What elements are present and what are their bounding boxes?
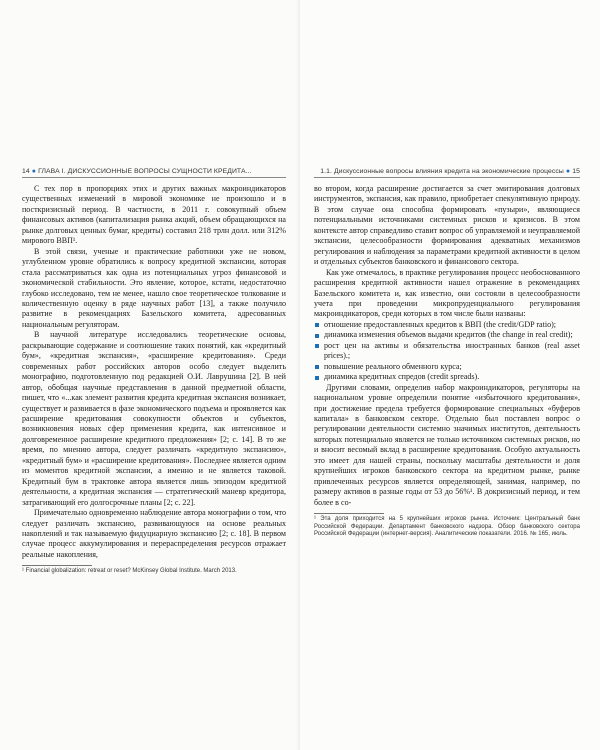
right-footnote-rule [314,513,384,514]
right-footnote: ¹ Эта доля приходится на 5 крупнейших игроков рынка. Источник: Центральный банк Российской Федерации. Департамент банковского надзора. Обзор банковского сектора Российской Федерации (интернет-версия). Аналитические показатели. 2016. № 165, июль. [314,516,580,538]
left-paragraph-2: В этой связи, ученые и практические работники уже не новом, углубленном уровне обратились к вопросу кредитной экспансии, которая стала рассматриваться как одна из потенциальных угроз финансовой и экономической стабильности. Это явление, которое, кстати, недостаточно глубоко исследовано, тем не менее, нашло свое теоретическое толкование и количественную оценку в ряде научных работ [13], а также получило развитие в рекомендациях Базельского комитета, адресованных национальным регуляторам. [22,246,286,329]
right-paragraph-3: Другими словами, определив набор макроиндикаторов, регуляторы на национальном уровне определили понятие «избыточного кредитования», при достижение предела требуется формирование специальных «буферов капитала» в банковском секторе. Отдельно был поставлен вопрос о регулировании деятельности системно значимых институтов, деятельность которых потенциально является не только источником системных рисков, но и вносит весомый вклад в расширение кредитования. Особую актуальность это имеет для нашей страны, поскольку масштабы деятельности и доля крупнейших игроков банковского сектора на кредитном рынке, рынке привлеченных ресурсов является определяющей, занимая, например, по размеру активов в разные годы от 53 до 56%¹. В докризисный период, и тем более в со- [314,382,580,507]
list-item: отношение предоставленных кредитов к ВВП (the credit/GDP ratio); [314,320,580,330]
left-running-head-title: ГЛАВА I. ДИСКУССИОННЫЕ ВОПРОСЫ СУЩНОСТИ КРЕДИТА... [38,168,252,175]
left-paragraph-3: В научной литературе исследовались теоретические основы, раскрывающие содержание и соотношение таких понятий, как «кредитный бум», «кредитная экспансия», «расширение кредитования». Среди современных работ российских авторов особо следует выделить монографию, подготовленную под редакцией О.И. Лаврушина [2]. В ней автор, обобщая научные представления в данной предметной области, пишет, что «...как элемент развития кредита кредитная экспансия возникает, существует и развивается в фазе экономического подъема и проявляется как расширение кредитования совокупности объектов и субъектов, возникновения новых сфер применения кредита, как интенсивное и долговременное расширение кредитного предложения» [2; с. 14]. В то же время, по мнению автора, следует различать «кредитную экспансию», «кредитный бум» и «расширение кредитования». Последнее является одним из моментов кредитной экспансии, а именно и не является таковой. Кредитный бум в трактовке автора является лишь эпизодом кредитной деятельности, а кредитная экспансия — стратегический маневр кредитора, затрагивающий его долгосрочные планы [2; с. 22]. [22,330,286,507]
indicator-list [314,320,580,383]
right-running-head-title: 1.1. Дискуссионные вопросы влияния кредита на экономические процессы [320,168,564,175]
left-footnote: ¹ Financial globalization: retreat or reset? McKinsey Global Institute. March 2013. [22,568,237,575]
right-page [300,0,600,750]
list-item: динамика кредитных спредов (credit spreads). [314,372,580,382]
right-running-head [314,168,580,178]
left-paragraph-1: С тех пор в пропорциях этих и других важных макроиндикаторов существенных изменений в мировой экономике не произошло и в посткризисный период. В частности, в 2011 г. совокупный объем финансовых активов (капитализация рынка акций, объем обращающихся на рынке долговых ценных бумаг, кредиты) составил 218 трлн долл. или 312% мирового ВВП¹. [22,184,286,246]
left-body-text [22,184,286,560]
list-item: повышение реального обменного курса; [314,362,580,372]
list-item: динамика изменения объемов выдачи кредитов (the change in real credit); [314,330,580,340]
left-footnote-rule [22,565,92,566]
left-page-number: 14 [22,168,30,175]
right-body-text [314,184,580,508]
right-paragraph-1: во втором, когда расширение достигается за счет эмитирования долговых инструментов, экспансия, как правило, приобретает спекулятивную природу. В этом случае она способна формировать «пузыри», являющиеся потенциальными источниками системных рисков и кризисов. В этом контексте автор справедливо ставит вопрос об управляемой и неуправляемой экспансии, целесообразности формирования адекватных механизмов регулирования и наблюдения за параметрами кредитной активности в целом и отдельных субъектов банковского и финансового сектора. [314,184,580,267]
left-running-head [22,168,286,178]
right-page-number: 15 [572,168,580,175]
list-item: рост цен на активы и обязательства иностранных банков (real asset prices).; [314,341,580,362]
right-paragraph-2: Как уже отмечалось, в практике регулирования процесс необоснованного расширения кредитной активности нашел отражение в рекомендациях Базельского комитета и, как известно, они состояли в целесообразности учета при проведении микропруденциального регулирования макроиндикаторов, среди которых в том числе были названы: [314,267,580,319]
running-head-bullet: ● [565,168,571,175]
running-head-bullet: ● [31,168,37,175]
left-paragraph-4: Примечательно одновременно наблюдение автора монографии о том, что следует различать экспансию, развивающуюся на основе реальных накоплений и так называемую фидуциарную экспансию [2; с. 18]. В первом случае процесс аккумулирования и перераспределения ресурсов отражает реальные накопления, [22,508,286,559]
